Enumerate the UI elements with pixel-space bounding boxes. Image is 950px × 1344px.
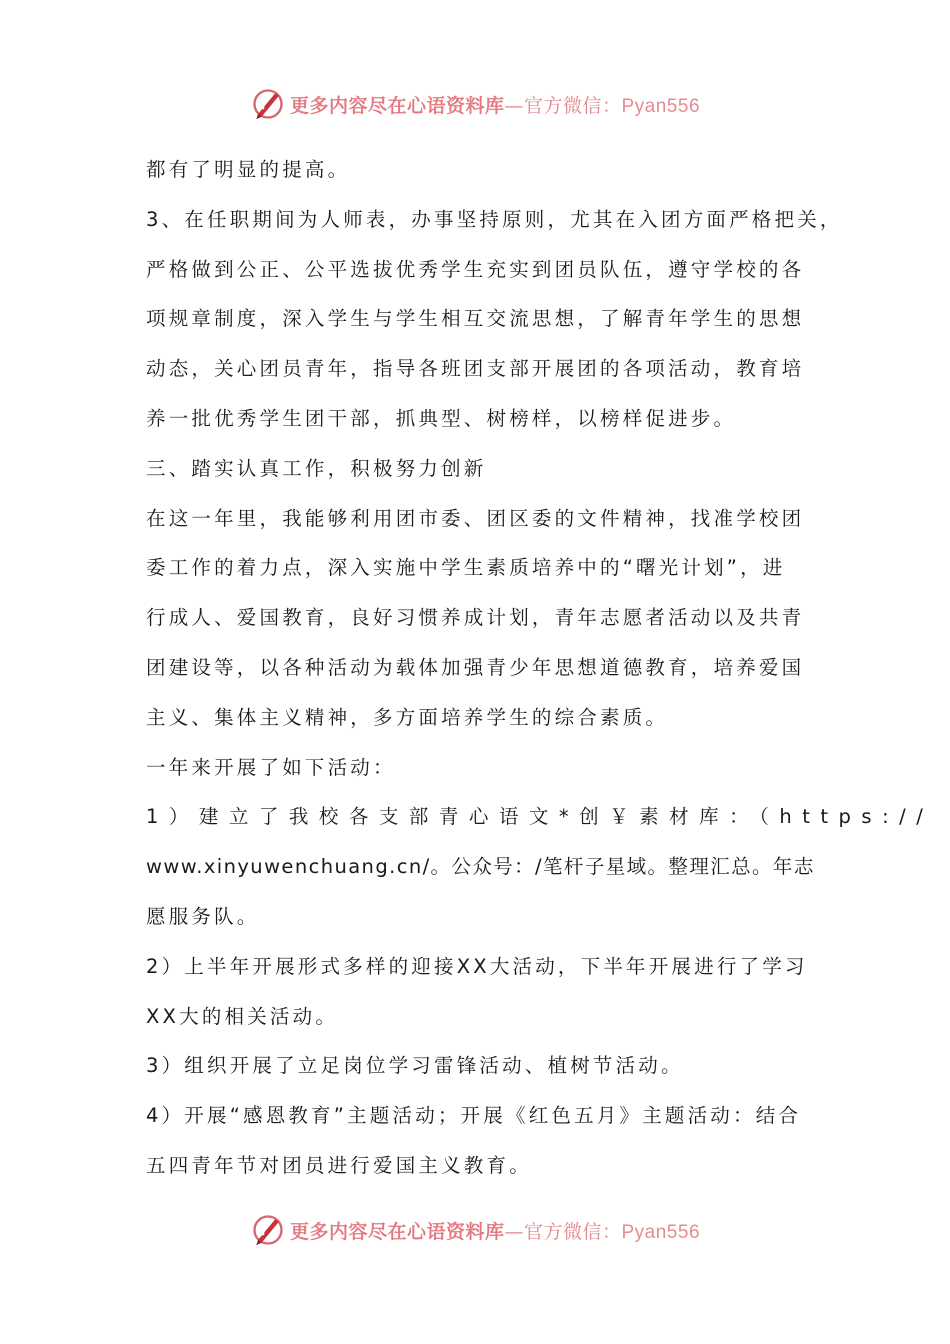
document-body [146,145,934,1191]
paragraph-line: 委工作的着力点，深入实施中学生素质培养中的“曙光计划”，进 [146,556,786,580]
paragraph-line: 严格做到公正、公平选拔优秀学生充实到团员队伍，遵守学校的各 [146,257,805,281]
paragraph-line: 动态，关心团员青年，指导各班团支部开展团的各项活动，教育培 [146,357,805,381]
paragraph-line: 养一批优秀学生团干部，抓典型、树榜样，以榜样促进步。 [146,406,737,430]
list-item-line: 3）组织开展了立足岗位学习雷锋活动、植树节活动。 [146,1054,684,1078]
watermark-wechat-id: Pyan556 [621,1221,701,1243]
watermark-label: 官方微信： [523,94,622,117]
header-watermark-banner [0,82,950,126]
watermark-text [290,1217,700,1244]
paragraph-line: 一年来开展了如下活动： [146,755,396,779]
section-heading: 三、踏实认真工作，积极努力创新 [146,456,487,480]
paragraph-line: 主义、集体主义精神，多方面培养学生的综合素质。 [146,705,669,729]
list-item-line: www.xinyuwenchuang.cn/。公众号：/笔杆子星域。整理汇总。年志 [146,855,815,879]
paragraph-line: 团建设等，以各种活动为载体加强青少年思想道德教育，培养爱国 [146,655,805,679]
list-item-line: 2）上半年开展形式多样的迎接XX大活动，下半年开展进行了学习 [146,954,808,978]
paragraph-line: 3、在任职期间为人师表，办事坚持原则，尤其在入团方面严格把关， [146,207,843,231]
list-item-line: 1）建立了我校各支部青心语文*创￥素材库：（https:// [146,805,934,829]
list-item-line: 4）开展“感恩教育”主题活动；开展《红色五月》主题活动：结合 [146,1104,802,1128]
watermark-brand: 更多内容尽在心语资料库 [289,1220,505,1243]
watermark-dash: — [504,94,524,117]
watermark-dash: — [504,1220,524,1243]
watermark-label: 官方微信： [523,1220,622,1243]
list-item-line: XX大的相关活动。 [146,1004,339,1028]
pen-logo-icon [250,1212,286,1248]
paragraph-line: 都有了明显的提高。 [146,158,351,181]
list-item-line: 愿服务队。 [146,904,260,928]
footer-watermark-banner [0,1208,950,1252]
paragraph-line: 行成人、爱国教育，良好习惯养成计划，青年志愿者活动以及共青 [146,606,805,630]
watermark-brand: 更多内容尽在心语资料库 [289,94,505,117]
list-item-line: 五四青年节对团员进行爱国主义教育。 [146,1153,532,1177]
watermark-text [290,91,700,118]
paragraph-line: 项规章制度，深入学生与学生相互交流思想，了解青年学生的思想 [146,307,805,331]
paragraph-line: 在这一年里，我能够利用团市委、团区委的文件精神，找准学校团 [146,506,805,530]
watermark-wechat-id: Pyan556 [621,95,701,117]
pen-logo-icon [250,86,286,122]
